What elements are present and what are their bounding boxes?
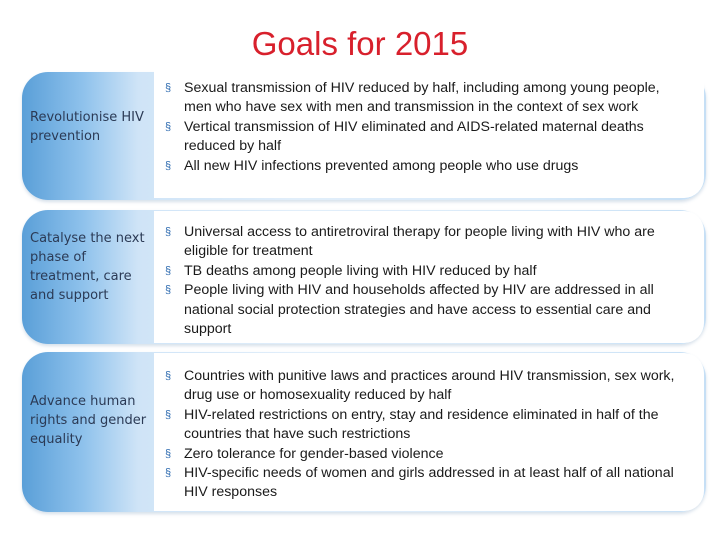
bullet-text: Sexual transmission of HIV reduced by half, including among young people, men who have sex with men and transmission in the context of sex work [184,80,660,116]
bullet-icon: § [165,82,172,94]
bullet-icon: § [165,120,172,133]
bullet-text: HIV-specific needs of women and girls addressed in at least half of all national HIV responses [184,465,674,501]
bullet-icon: § [165,467,172,480]
bullet-item [162,464,682,503]
bullet-icon: § [165,447,172,460]
goal-label: Revolutionise HIV prevention [30,110,144,144]
bullet-item [162,281,682,339]
page-title: Goals for 2015 [251,25,469,62]
bullet-text: All new HIV infections prevented among people who use drugs [184,157,579,174]
bullet-icon: § [165,370,172,382]
bullet-icon: § [165,408,172,421]
bullet-text: Zero tolerance for gender-based violence [184,445,444,462]
bullet-item [162,262,682,281]
goal-row-human-rights [22,352,706,512]
bullet-icon: § [165,226,172,238]
goal-bullets-panel [154,70,704,198]
goal-label: Catalyse the next phase of treatment, care and support [30,231,145,303]
goal-bullets-panel [154,353,704,511]
bullet-text: Universal access to antiretroviral therapy for people living with HIV who are eligible for treatment [184,224,655,260]
bullet-icon: § [165,284,172,297]
bullet-text: Countries with punitive laws and practices around HIV transmission, sex work, drug use or homosexuality reduced by half [184,368,675,404]
bullet-item [162,157,682,176]
bullet-item [162,223,682,262]
bullet-list [162,223,682,339]
bullet-list [162,79,682,176]
goal-label: Advance human rights and gender equality [30,394,147,447]
bullet-icon: § [165,264,172,277]
bullet-item [162,79,682,118]
bullet-text: Vertical transmission of HIV eliminated and AIDS-related maternal deaths reduced by half [184,118,644,155]
goal-row-prevention [22,72,706,200]
bullet-icon: § [165,159,172,172]
bullet-item [162,445,682,464]
bullet-text: HIV-related restrictions on entry, stay and residence eliminated in half of the countries that have such restrictions [184,406,659,443]
goal-row-treatment [22,210,706,344]
bullet-text: TB deaths among people living with HIV reduced by half [184,262,537,279]
bullet-text: People living with HIV and households affected by HIV are addressed in all national social protection strategies and have access to essential care and support [184,282,654,338]
bullet-item [162,118,682,157]
bullet-item [162,406,682,445]
goal-bullets-panel [154,211,704,343]
bullet-item [162,367,682,406]
bullet-list [162,367,682,503]
